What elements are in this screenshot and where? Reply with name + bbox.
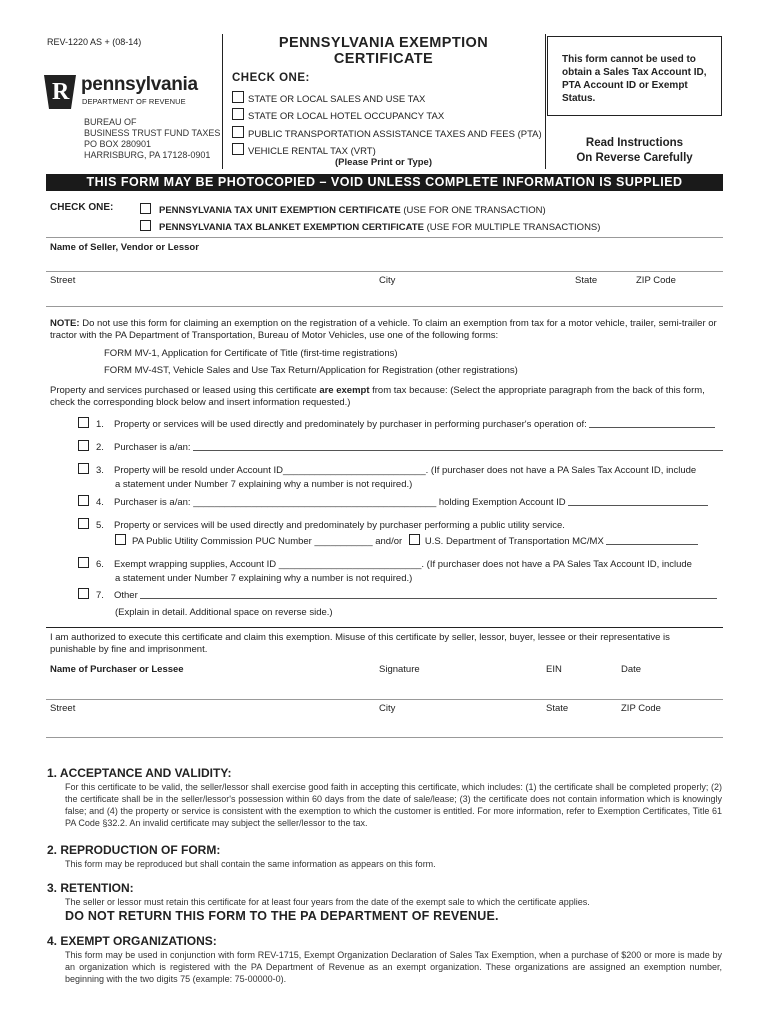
purchaser-city-label: City — [379, 703, 396, 714]
cert-type-label: CHECK ONE: — [50, 202, 114, 213]
tax-option-checkbox[interactable] — [232, 108, 244, 120]
purchaser-street-label: Street — [50, 703, 76, 714]
tax-option-sales-use[interactable]: STATE OR LOCAL SALES AND USE TAX — [232, 91, 542, 108]
item-4-field[interactable] — [568, 496, 708, 506]
puc-checkbox[interactable] — [115, 534, 126, 545]
tax-type-options — [232, 91, 542, 160]
item-3: 3. Property will be resold under Account ID___________________________. (If purchaser does not have a PA Sales Tax Account ID, include — [78, 463, 696, 477]
section-1-body: For this certificate to be valid, the seller/lessor shall exercise good faith in accepting this certificate, which includes: (1) the certificate shall be completed properly; (2) the certificate shall be in the seller/lessor's possession within 60 days from the date of sale/lease; (3) the certificate does not contain information which is knowingly false; and (4) the property or service is consistent with the exemption to which the customer is entitled. For more information, refer to Exemption Certificates, Title 61 PA Code §32.2. An invalid certificate may subject the seller/lessor to the tax. — [65, 782, 722, 828]
item-6-checkbox[interactable] — [78, 557, 89, 568]
tax-option-hotel[interactable]: STATE OR LOCAL HOTEL OCCUPANCY TAX — [232, 108, 542, 125]
item-3-checkbox[interactable] — [78, 463, 89, 474]
read-instructions: Read Instructions On Reverse Carefully — [576, 137, 693, 164]
item-4-checkbox[interactable] — [78, 495, 89, 506]
item-5-checkbox[interactable] — [78, 518, 89, 529]
section-2-body: This form may be reproduced but shall contain the same information as appears on this form. — [65, 859, 436, 869]
check-one-label: CHECK ONE: — [232, 72, 310, 84]
blanket-cert-option[interactable]: PENNSYLVANIA TAX BLANKET EXEMPTION CERTIFICATE (USE FOR MULTIPLE TRANSACTIONS) — [140, 219, 600, 236]
blanket-cert-checkbox[interactable] — [140, 220, 151, 231]
purchaser-name-label: Name of Purchaser or Lessee — [50, 664, 184, 675]
unit-cert-option[interactable]: PENNSYLVANIA TAX UNIT EXEMPTION CERTIFICATE (USE FOR ONE TRANSACTION) — [140, 202, 600, 219]
form-title: PENNSYLVANIA EXEMPTION CERTIFICATE — [278, 35, 489, 67]
item-7-field[interactable] — [140, 589, 717, 599]
item-7-checkbox[interactable] — [78, 588, 89, 599]
form-mv1: FORM MV-1, Application for Certificate of Title (first-time registrations) — [104, 348, 398, 359]
dot-checkbox[interactable] — [409, 534, 420, 545]
keystone-logo-icon — [43, 74, 77, 110]
section-2-title: 2. REPRODUCTION OF FORM: — [47, 843, 221, 857]
section-4-title: 4. EXEMPT ORGANIZATIONS: — [47, 934, 217, 948]
purchaser-signature-field[interactable] — [46, 677, 723, 699]
seller-name-label: Name of Seller, Vendor or Lessor — [50, 242, 199, 253]
cert-type-options — [140, 202, 600, 236]
item-4: 4. Purchaser is a/an: ______________________________________________ holding Exemption Account ID — [78, 495, 708, 509]
form-id: REV-1220 AS + (08-14) — [47, 37, 142, 47]
item-3-cont: a statement under Number 7 explaining why a number is not required.) — [115, 479, 413, 490]
exempt-reason-intro: Property and services purchased or leased using this certificate are exempt from tax because: (Select the appropriate paragraph from the back of this form, check the corresponding block below and insert information requested.) — [50, 385, 705, 408]
logo-department: DEPARTMENT OF REVENUE — [82, 97, 186, 106]
section-1-title: 1. ACCEPTANCE AND VALIDITY: — [47, 766, 232, 780]
item-1-field[interactable] — [589, 418, 715, 428]
photocopy-banner: THIS FORM MAY BE PHOTOCOPIED – VOID UNLESS COMPLETE INFORMATION IS SUPPLIED — [46, 174, 723, 191]
vehicle-note: NOTE: Do not use this form for claiming an exemption on the registration of a vehicle. To claim an exemption from tax for a motor vehicle, trailer, semi-trailer or tractor with the PA Department of Transportation, Bureau of Motor Vehicles, use one of the following forms: — [50, 318, 717, 341]
date-label: Date — [621, 664, 642, 675]
item-2-checkbox[interactable] — [78, 440, 89, 451]
logo-state-name: pennsylvania — [81, 74, 198, 95]
item-7-explain: (Explain in detail. Additional space on reverse side.) — [115, 607, 333, 618]
tax-option-checkbox[interactable] — [232, 126, 244, 138]
unit-cert-checkbox[interactable] — [140, 203, 151, 214]
seller-street-label: Street — [50, 275, 76, 286]
tax-option-checkbox[interactable] — [232, 91, 244, 103]
seller-address-field[interactable] — [46, 288, 723, 306]
item-6: 6. Exempt wrapping supplies, Account ID ___________________________. (If purchaser does not have a PA Sales Tax Account ID, include — [78, 557, 692, 571]
ein-label: EIN — [546, 664, 562, 675]
item-2: 2. Purchaser is a/an: — [78, 440, 723, 454]
purchaser-state-label: State — [546, 703, 569, 714]
seller-name-field[interactable] — [46, 255, 723, 271]
do-not-return-notice: DO NOT RETURN THIS FORM TO THE PA DEPARTMENT OF REVENUE. — [65, 909, 499, 923]
item-7: 7. Other — [78, 588, 717, 602]
print-note: (Please Print or Type) — [335, 157, 432, 168]
seller-state-label: State — [575, 275, 598, 286]
item-1-checkbox[interactable] — [78, 417, 89, 428]
authorization-text: I am authorized to execute this certificate and claim this exemption. Misuse of this certificate by seller, lessor, buyer, lessee or their representative is punishable by fine and imprisonment. — [50, 632, 670, 655]
mc-mx-field[interactable] — [606, 535, 698, 545]
item-5: 5. Property or services will be used directly and predominately by purchaser performing a public utility service. — [78, 518, 565, 532]
bureau-address: BUREAU OF BUSINESS TRUST FUND TAXES PO BOX 280901 HARRISBURG, PA 17128-0901 — [84, 117, 221, 160]
signature-label: Signature — [379, 664, 420, 675]
tax-option-pta[interactable]: PUBLIC TRANSPORTATION ASSISTANCE TAXES AND FEES (PTA) — [232, 126, 542, 143]
section-3-body: The seller or lessor must retain this certificate for at least four years from the date of the exempt sale to which the certificate applies. — [65, 897, 590, 907]
form-mv4st: FORM MV-4ST, Vehicle Sales and Use Tax Return/Application for Registration (other registrations) — [104, 365, 518, 376]
tax-option-checkbox[interactable] — [232, 143, 244, 155]
tax-option-vrt[interactable]: VEHICLE RENTAL TAX (VRT) — [232, 143, 542, 160]
item-5-sub: PA Public Utility Commission PUC Number ___________ and/or U.S. Department of Transportation MC/MX — [115, 534, 698, 548]
notice-box: This form cannot be used to obtain a Sales Tax Account ID, PTA Account ID or Exempt Status. — [547, 36, 722, 116]
section-4-body: This form may be used in conjunction with form REV-1715, Exempt Organization Declaration of Sales Tax Exemption, when a purchase of $200 or more is made by an organization which is registered with the PA Department of Revenue as an exempt organization. These organizations are assigned an exemption number, beginning with the two digits 75 (example: 75-00000-0). — [65, 950, 722, 984]
section-3-title: 3. RETENTION: — [47, 881, 134, 895]
seller-zip-label: ZIP Code — [636, 275, 676, 286]
purchaser-zip-label: ZIP Code — [621, 703, 661, 714]
seller-city-label: City — [379, 275, 396, 286]
purchaser-address-field[interactable] — [46, 716, 723, 737]
item-6-cont: a statement under Number 7 explaining why a number is not required.) — [115, 573, 413, 584]
logo-letter: R — [52, 79, 70, 105]
item-2-field[interactable] — [193, 441, 723, 451]
item-1: 1. Property or services will be used directly and predominately by purchaser in performing purchaser's operation of: — [78, 417, 715, 431]
